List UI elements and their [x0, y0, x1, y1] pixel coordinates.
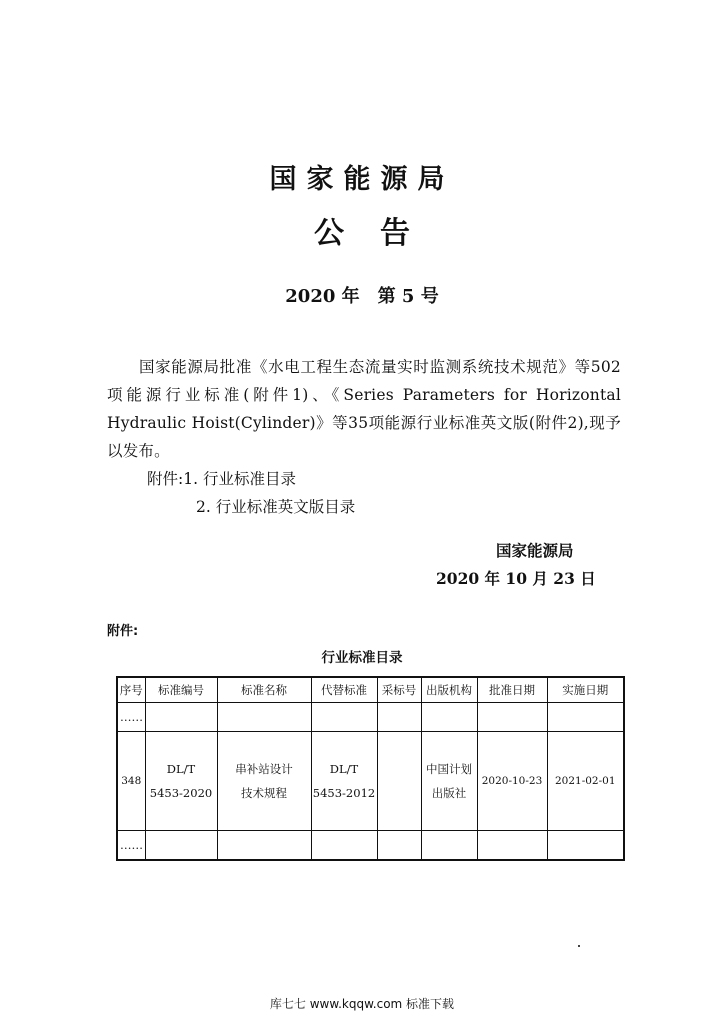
publisher-line-1: 中国计划	[426, 762, 472, 776]
annex-table-title: 行业标准目录	[321, 650, 403, 666]
attachment-item-2: 2. 行业标准英文版目录	[196, 498, 356, 516]
announcement-paragraph: 国家能源局批准《水电工程生态流量实时监测系统技术规范》等502项能源行业标准(附件1)、《Series Parameters for Horizontal Hydraulic Hoist(Cylinder)》等35项能源行业标准英文版(附件2),现予以发布。	[107, 358, 621, 460]
column-header-replaces: 代替标准	[311, 677, 377, 703]
ellipsis-cell: ……	[117, 831, 145, 861]
row-standard-name	[217, 732, 311, 831]
page-footer-watermark: 库七七 www.kqqw.com 标准下载	[269, 997, 455, 1011]
signature-organization: 国家能源局	[496, 542, 574, 560]
standard-code-prefix: DL/T	[166, 762, 196, 776]
column-header-name: 标准名称	[217, 677, 311, 703]
scan-dot	[578, 945, 580, 947]
table-row	[117, 831, 624, 861]
table-row	[117, 732, 624, 831]
replaced-code-number: 5453-2012	[312, 786, 376, 800]
column-header-effective-date: 实施日期	[547, 677, 624, 703]
issuing-organization-title: 国家能源局	[269, 164, 455, 195]
row-index: 348	[117, 732, 145, 831]
row-effective-date: 2021-02-01	[547, 732, 624, 831]
publisher-line-2: 出版社	[431, 786, 467, 800]
document-year: 2020 年	[285, 286, 360, 307]
standard-name-line-1: 串补站设计	[235, 762, 293, 776]
document-issue-number: 第 5 号	[377, 286, 439, 307]
row-standard-code	[145, 732, 217, 831]
standards-table	[116, 676, 625, 861]
standard-code-number: 5453-2020	[149, 786, 213, 800]
row-publisher	[421, 732, 477, 831]
signature-date: 2020 年 10 月 23 日	[436, 569, 596, 588]
attachment-item-1: 附件:1. 行业标准目录	[147, 470, 296, 488]
table-header-row	[117, 677, 624, 703]
document-number	[0, 283, 724, 311]
document-type-title: 公告	[314, 216, 446, 251]
row-replaced-standard	[311, 732, 377, 831]
row-adopted-number	[377, 732, 421, 831]
annex-label: 附件:	[107, 624, 139, 639]
ellipsis-cell: ……	[117, 703, 145, 732]
column-header-publisher: 出版机构	[421, 677, 477, 703]
row-approval-date: 2020-10-23	[477, 732, 547, 831]
column-header-code: 标准编号	[145, 677, 217, 703]
column-header-index: 序号	[117, 677, 145, 703]
standard-name-line-2: 技术规程	[241, 786, 287, 800]
replaced-code-prefix: DL/T	[329, 762, 359, 776]
column-header-approval-date: 批准日期	[477, 677, 547, 703]
column-header-adopted: 采标号	[377, 677, 421, 703]
table-row	[117, 703, 624, 732]
